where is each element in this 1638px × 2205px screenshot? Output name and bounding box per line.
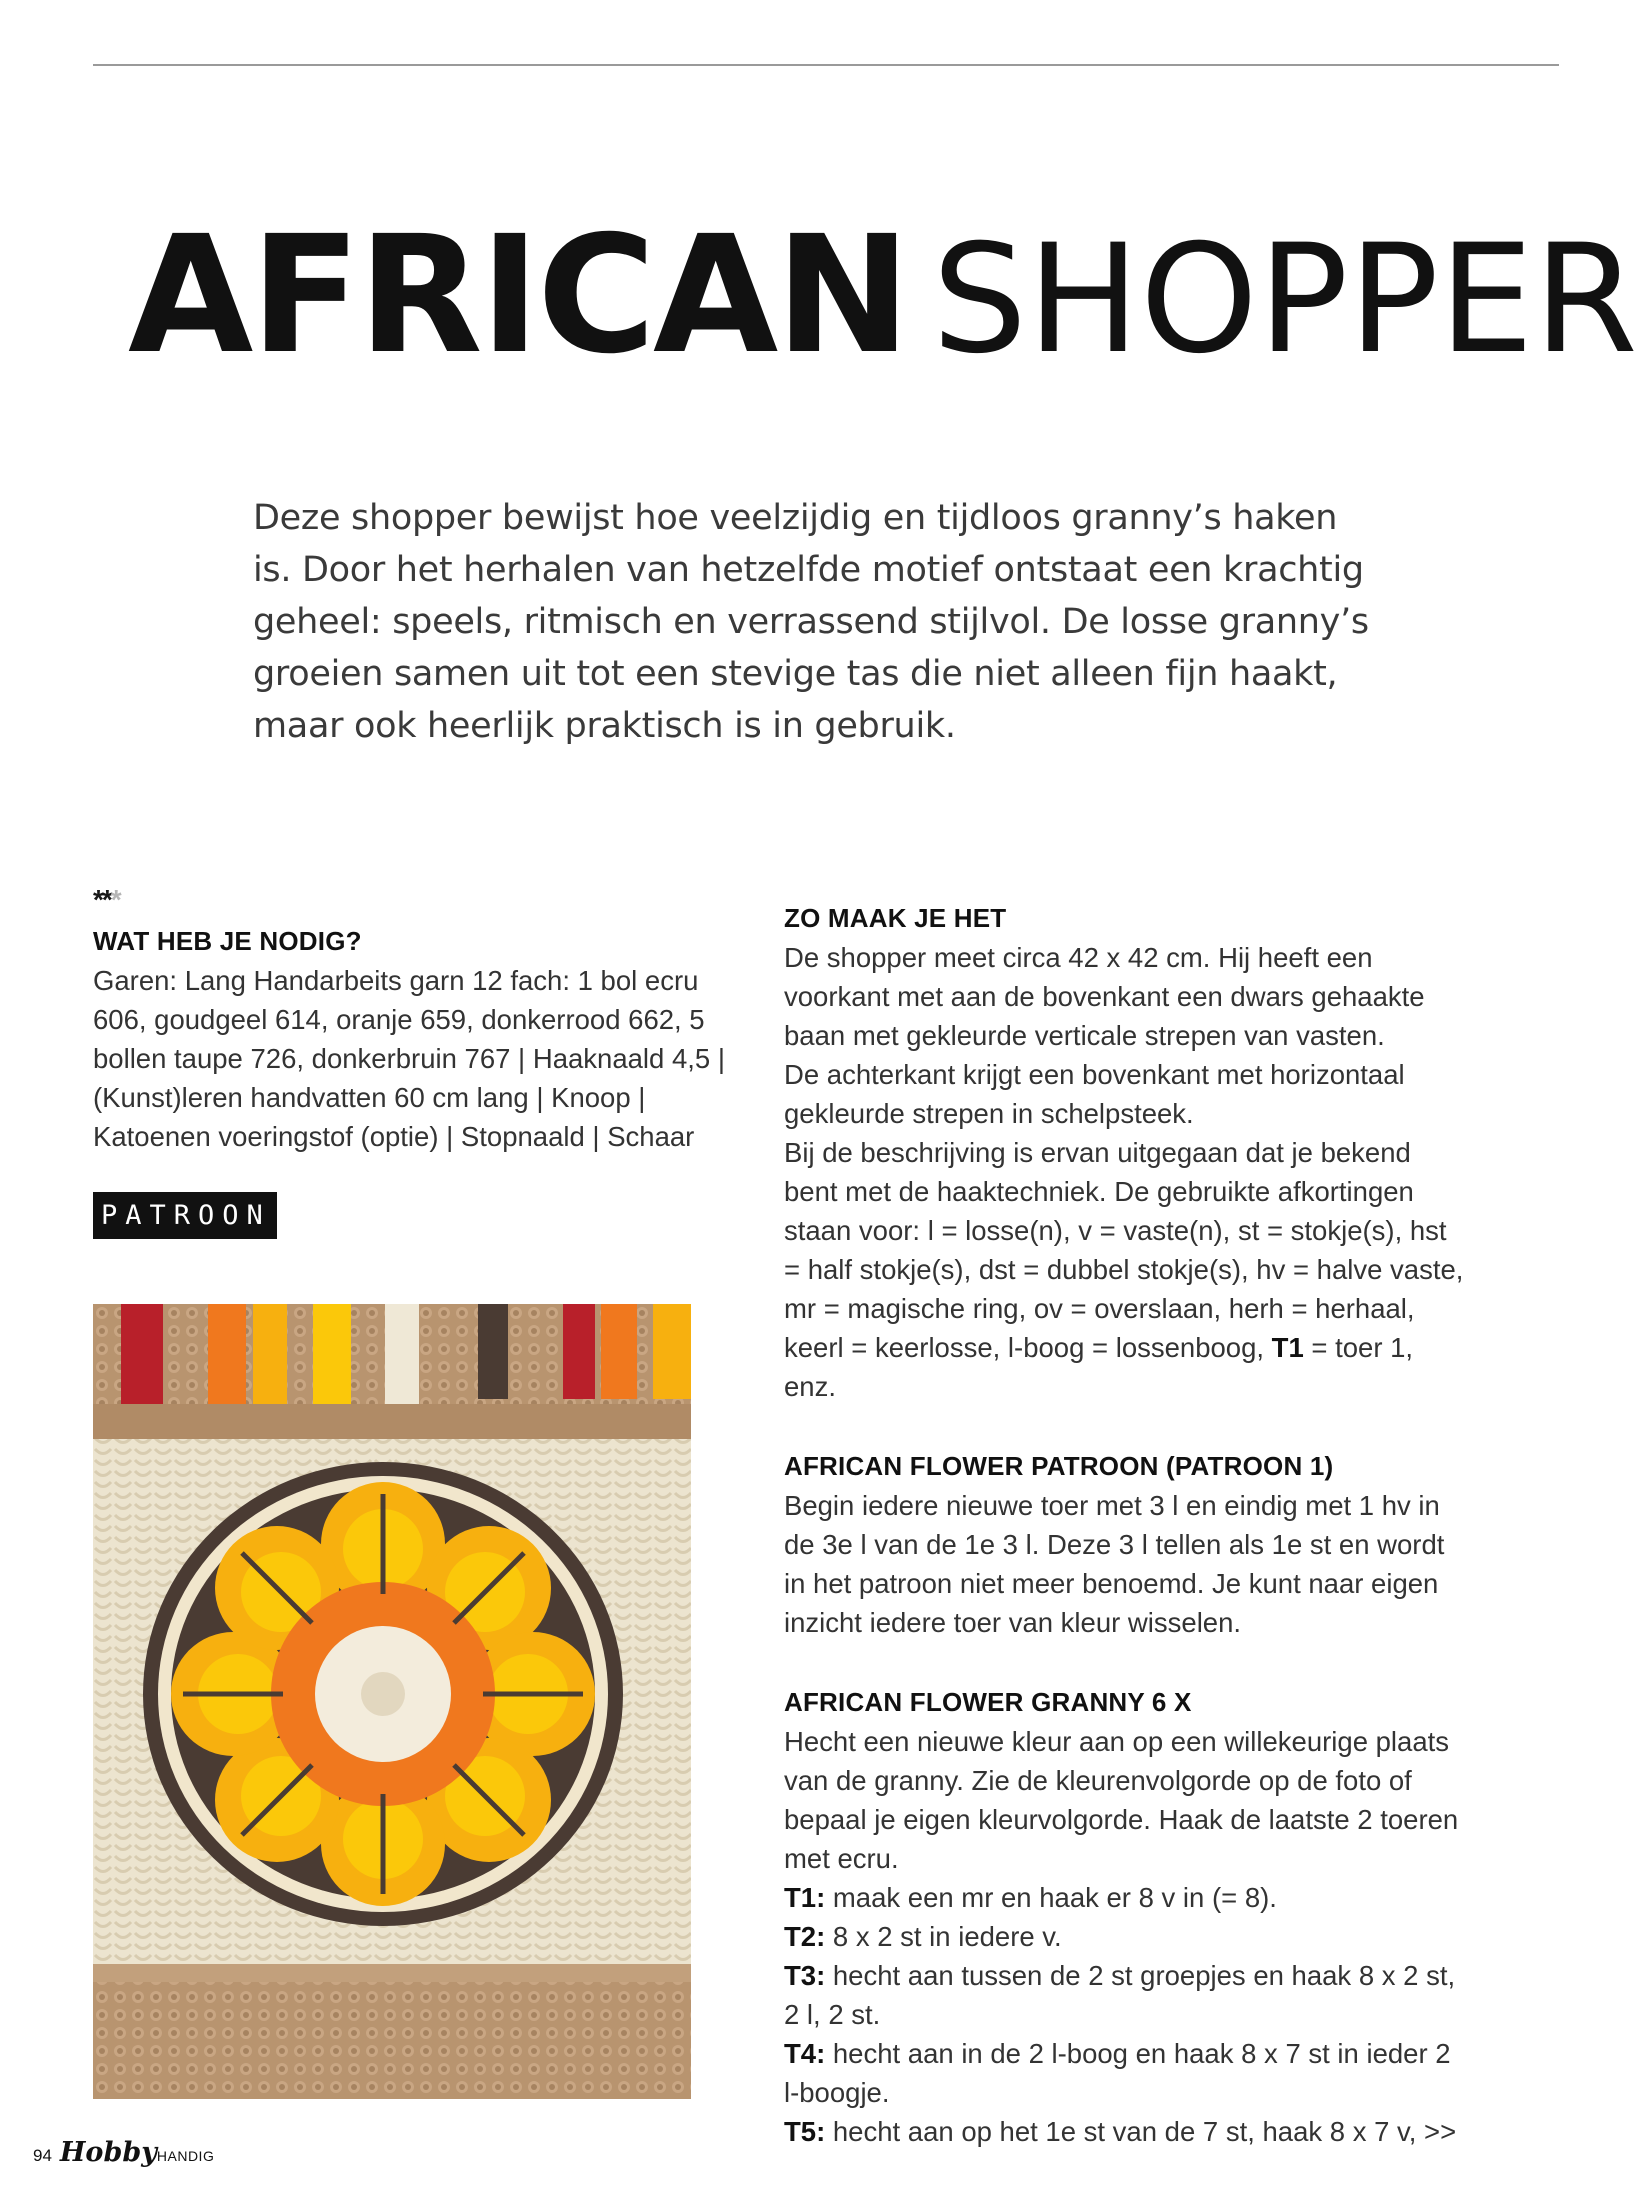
difficulty-rating [93, 885, 733, 915]
round-text: maak een mr en haak er 8 v in (= 8). [832, 1882, 1277, 1913]
round-label: T2: [784, 1921, 826, 1952]
patroon-badge: PATROON [93, 1192, 277, 1239]
round-text: 8 x 2 st in iedere v. [832, 1921, 1062, 1952]
granny-text: Hecht een nieuwe kleur aan op een willekeurige plaats van de granny. Zie de kleurenvolgorde op de foto of bepaal je eigen kleurvolgorde. Haak de laatste 2 toeren met ecru. [784, 1726, 1459, 1874]
magazine-logo-suffix: HANDIG [156, 2148, 215, 2164]
round-row [784, 1956, 1464, 2034]
page-title [128, 202, 1638, 390]
method-p3-text: Bij de beschrijving is ervan uitgegaan dat je bekend bent met de haaktechniek. De gebruikte afkortingen staan voor: l = losse(n), v = vaste(n), st = stokje(s), hst = half stokje(s), dst = dubbel stokje(s), hv = halve vaste, mr = magische ring, ov = overslaan, herh = herhaal, keerl = keerlosse, l-boog = lossenboog, [784, 1137, 1464, 1363]
pattern1-heading: AFRICAN FLOWER PATROON (PATROON 1) [784, 1451, 1334, 1481]
intro-paragraph: Deze shopper bewijst hoe veelzijdig en tijdloos granny’s haken is. Door het herhalen van hetzelfde motief ontstaat een krachtig geheel: speels, ritmisch en verrassend stijlvol. De losse granny’s groeien samen uit tot een stevige tas die niet alleen fijn haakt, maar ook heerlijk praktisch is in gebruik. [253, 498, 1369, 746]
right-column [784, 898, 1464, 2151]
method-p3 [784, 1133, 1464, 1406]
method-heading: ZO MAAK JE HET [784, 903, 1007, 933]
page-number: 94 [33, 2146, 52, 2165]
method-p1: De shopper meet circa 42 x 42 cm. Hij heeft een voorkant met aan de bovenkant een dwars gehaakte baan met gekleurde verticale strepen van vasten. [784, 942, 1425, 1051]
difficulty-filled: ** [93, 884, 111, 915]
round-text: hecht aan tussen de 2 st groepjes en haak 8 x 2 st, 2 l, 2 st. [784, 1960, 1456, 2030]
title-light: SHOPPER [931, 213, 1638, 387]
title-bold: AFRICAN [128, 202, 908, 390]
needs-heading: WAT HEB JE NODIG? [93, 926, 362, 956]
round-row [784, 2112, 1464, 2151]
left-column [93, 885, 733, 1239]
pattern1-text: Begin iedere nieuwe toer met 3 l en eindig met 1 hv in de 3e l van de 1e 3 l. Deze 3 l tellen als 1e st en wordt in het patroon niet meer benoemd. Je kunt naar eigen inzicht iedere toer van kleur wisselen. [784, 1490, 1445, 1638]
round-text: hecht aan in de 2 l-boog en haak 8 x 7 st in ieder 2 l-boogje. [784, 2038, 1451, 2108]
page-footer [33, 2137, 214, 2168]
difficulty-empty: * [110, 884, 120, 915]
method-p3-bold: T1 [1271, 1332, 1304, 1363]
top-rule [93, 64, 1559, 66]
round-row [784, 1878, 1464, 1917]
method-p3-end: = toer 1, enz. [784, 1332, 1414, 1402]
round-row [784, 2034, 1464, 2112]
round-row [784, 1917, 1464, 1956]
method-p2: De achterkant krijgt een bovenkant met horizontaal gekleurde strepen in schelpsteek. [784, 1059, 1405, 1129]
needs-text: Garen: Lang Handarbeits garn 12 fach: 1 bol ecru 606, goudgeel 614, oranje 659, donkerrood 662, 5 bollen taupe 726, donkerbruin 767 | Haaknaald 4,5 | (Kunst)leren handvatten 60 cm lang | Knoop | Katoenen voeringstof (optie) | Stopnaald | Schaar [93, 965, 725, 1152]
round-label: T4: [784, 2038, 826, 2069]
round-label: T5: [784, 2116, 826, 2147]
round-text: hecht aan op het 1e st van de 7 st, haak 8 x 7 v, >> [832, 2116, 1457, 2147]
crochet-granny-photo [93, 1304, 691, 2099]
granny-heading: AFRICAN FLOWER GRANNY 6 X [784, 1687, 1192, 1717]
round-label: T3: [784, 1960, 826, 1991]
round-label: T1: [784, 1882, 826, 1913]
magazine-logo: Hobby [59, 2137, 157, 2168]
